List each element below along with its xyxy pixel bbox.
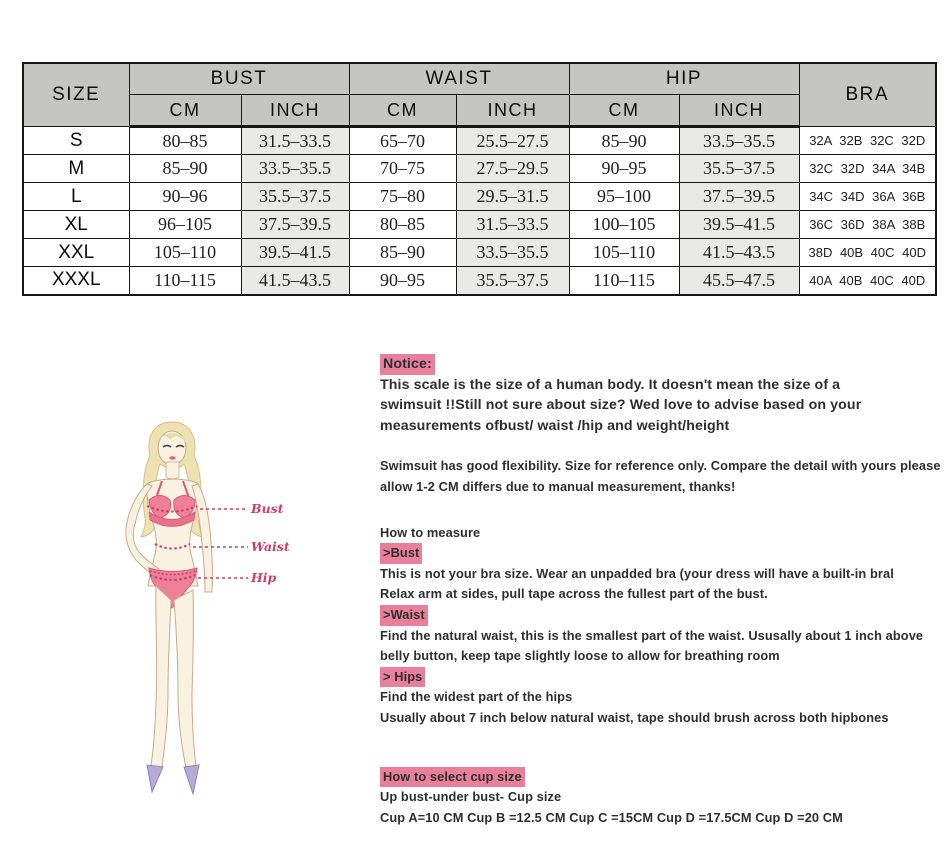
hip-group-header: HIP xyxy=(569,63,799,95)
bust-cm-cell: 110–115 xyxy=(129,267,241,295)
waist-cm-cell: 85–90 xyxy=(349,239,456,267)
hips-tag: > Hips xyxy=(380,667,425,688)
notes-column xyxy=(380,354,942,828)
waist-group-header: WAIST xyxy=(349,63,569,95)
table-row-l xyxy=(23,183,936,211)
hip-cm-cell: 100–105 xyxy=(569,211,679,239)
bust-cm-subheader: CM xyxy=(129,95,241,127)
how-to-measure-heading: How to measure xyxy=(380,524,481,540)
cup-size-heading: How to select cup size xyxy=(380,767,525,788)
figure-right-shoe xyxy=(184,765,199,794)
hip-cm-cell: 85–90 xyxy=(569,127,679,155)
bust-instruction-line: Relax arm at sides, pull tape across the fullest part of the bust. xyxy=(380,586,768,602)
notice-heading: Notice: xyxy=(380,354,435,375)
notice-text-line: measurements ofbust/ waist /hip and weight/height xyxy=(380,417,730,434)
waist-inch-subheader: INCH xyxy=(456,95,569,127)
hips-instruction-line: Usually about 7 inch below natural waist, tape should brush across both hipbones xyxy=(380,709,889,725)
hip-inch-cell: 35.5–37.5 xyxy=(679,155,799,183)
cup-instruction-line: Up bust-under bust- Cup size xyxy=(380,789,562,805)
waist-cm-cell: 70–75 xyxy=(349,155,456,183)
hip-measure-label: Hip xyxy=(251,570,277,585)
waist-inch-cell: 29.5–31.5 xyxy=(456,183,569,211)
bust-cm-cell: 90–96 xyxy=(129,183,241,211)
hips-tag-line xyxy=(380,667,942,688)
waist-tag: >Waist xyxy=(380,605,428,626)
bra-cell: 40A 40B 40C 40D xyxy=(799,267,936,295)
bust-inch-cell: 39.5–41.5 xyxy=(241,239,349,267)
hip-cm-cell: 110–115 xyxy=(569,267,679,295)
bust-inch-cell: 37.5–39.5 xyxy=(241,211,349,239)
hip-inch-cell: 33.5–35.5 xyxy=(679,127,799,155)
figure-neck xyxy=(166,462,179,479)
bust-inch-cell: 35.5–37.5 xyxy=(241,183,349,211)
hip-inch-cell: 41.5–43.5 xyxy=(679,239,799,267)
bust-inch-cell: 31.5–33.5 xyxy=(241,127,349,155)
table-row-xxl xyxy=(23,239,936,267)
bra-cell: 32C 32D 34A 34B xyxy=(799,155,936,183)
hip-inch-cell: 37.5–39.5 xyxy=(679,183,799,211)
size-cell: S xyxy=(23,127,129,155)
waist-measure-label: Waist xyxy=(251,539,290,554)
waist-cm-cell: 80–85 xyxy=(349,211,456,239)
bust-cm-cell: 105–110 xyxy=(129,239,241,267)
cup-size-heading-line xyxy=(380,767,942,788)
hip-inch-subheader: INCH xyxy=(679,95,799,127)
notice-text-line: This scale is the size of a human body. It doesn't mean the size of a xyxy=(380,376,841,393)
waist-instruction-line: Find the natural waist, this is the smallest part of the waist. Ususally about 1 inch above xyxy=(380,627,924,643)
bust-tag: >Bust xyxy=(380,543,422,564)
table-row-m xyxy=(23,155,936,183)
size-cell: XXXL xyxy=(23,267,129,295)
bra-cell: 36C 36D 38A 38B xyxy=(799,211,936,239)
bra-column-header: BRA xyxy=(799,63,936,127)
size-cell: L xyxy=(23,183,129,211)
measurement-figure xyxy=(100,420,340,800)
figure-lips xyxy=(169,456,175,459)
hip-cm-cell: 95–100 xyxy=(569,183,679,211)
table-row-xxxl xyxy=(23,267,936,295)
bra-cell: 38D 40B 40C 40D xyxy=(799,239,936,267)
bust-inch-cell: 41.5–43.5 xyxy=(241,267,349,295)
table-row-xl xyxy=(23,211,936,239)
table-row-s xyxy=(23,127,936,155)
cup-instruction-line: Cup A=10 CM Cup B =12.5 CM Cup C =15CM Cup D =17.5CM Cup D =20 CM xyxy=(380,809,843,825)
waist-instruction-line: belly button, keep tape slightly loose to allow for breathing room xyxy=(380,648,780,664)
bra-cell: 32A 32B 32C 32D xyxy=(799,127,936,155)
bra-cell: 34C 34D 36A 36B xyxy=(799,183,936,211)
hip-cm-cell: 90–95 xyxy=(569,155,679,183)
bust-tag-line xyxy=(380,543,942,564)
hip-cm-cell: 105–110 xyxy=(569,239,679,267)
notice-text-line: swimsuit !!Still not sure about size? Wed love to advise based on your xyxy=(380,397,862,414)
waist-inch-cell: 35.5–37.5 xyxy=(456,267,569,295)
figure-illustration xyxy=(100,420,340,800)
waist-inch-cell: 27.5–29.5 xyxy=(456,155,569,183)
figure-left-shoe xyxy=(147,765,163,792)
waist-inch-cell: 33.5–35.5 xyxy=(456,239,569,267)
figure-right-leg xyxy=(174,590,196,768)
size-cell: M xyxy=(23,155,129,183)
bust-group-header: BUST xyxy=(129,63,349,95)
bust-measure-label: Bust xyxy=(251,501,284,516)
waist-inch-cell: 25.5–27.5 xyxy=(456,127,569,155)
bust-cm-cell: 96–105 xyxy=(129,211,241,239)
waist-cm-cell: 90–95 xyxy=(349,267,456,295)
table-header-row-groups xyxy=(23,63,936,95)
hip-inch-cell: 45.5–47.5 xyxy=(679,267,799,295)
notice-heading-line xyxy=(380,354,942,375)
size-chart-table xyxy=(22,62,937,296)
size-cell: XXL xyxy=(23,239,129,267)
bust-cm-cell: 85–90 xyxy=(129,155,241,183)
bust-inch-subheader: INCH xyxy=(241,95,349,127)
size-column-header: SIZE xyxy=(23,63,129,127)
waist-tag-line xyxy=(380,605,942,626)
hip-inch-cell: 39.5–41.5 xyxy=(679,211,799,239)
bust-cm-cell: 80–85 xyxy=(129,127,241,155)
waist-cm-cell: 75–80 xyxy=(349,183,456,211)
waist-inch-cell: 31.5–33.5 xyxy=(456,211,569,239)
bust-inch-cell: 33.5–35.5 xyxy=(241,155,349,183)
waist-cm-subheader: CM xyxy=(349,95,456,127)
bust-instruction-line: This is not your bra size. Wear an unpadded bra (your dress will have a built-in bral xyxy=(380,565,894,581)
hip-cm-subheader: CM xyxy=(569,95,679,127)
size-cell: XL xyxy=(23,211,129,239)
flexibility-text-line: Swimsuit has good flexibility. Size for reference only. Compare the detail with yours please xyxy=(380,458,941,474)
hips-instruction-line: Find the widest part of the hips xyxy=(380,689,573,705)
flexibility-text-line: allow 1-2 CM differs due to manual measurement, thanks! xyxy=(380,478,736,494)
waist-cm-cell: 65–70 xyxy=(349,127,456,155)
figure-left-leg xyxy=(151,586,171,767)
